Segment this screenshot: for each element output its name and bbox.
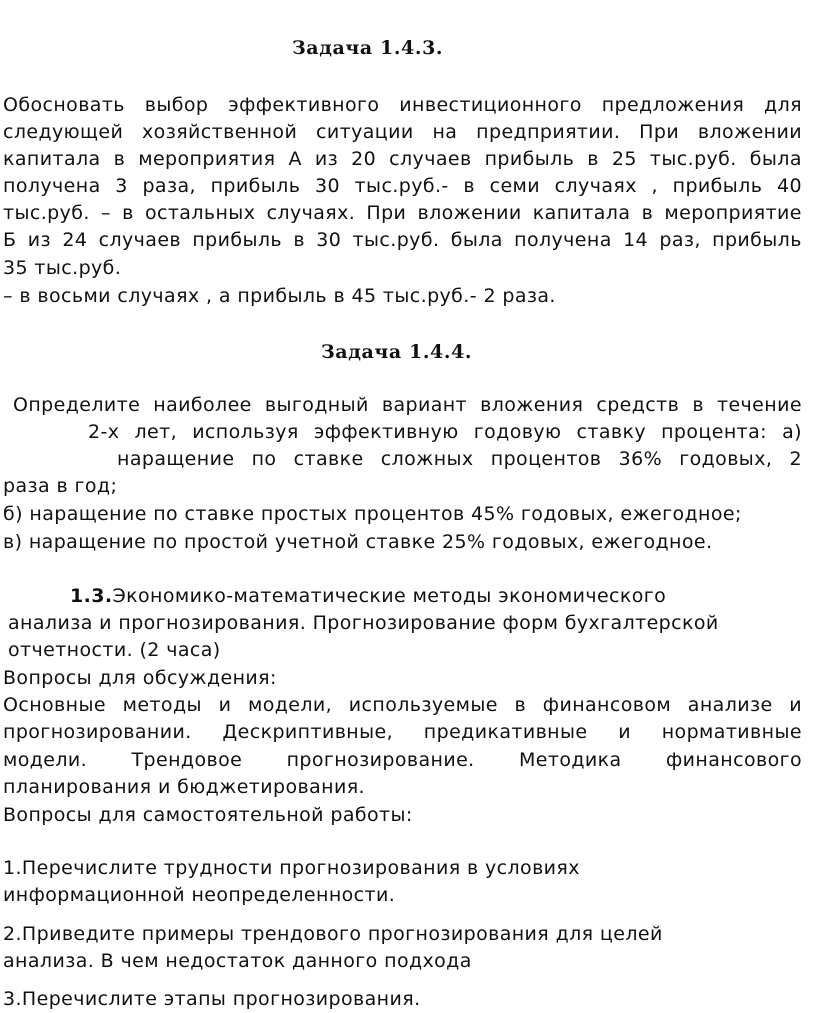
word: сложных: [380, 448, 474, 470]
task-1-4-4-line: [13, 391, 802, 419]
task-1-4-3-line: [3, 199, 802, 227]
word: выбор: [144, 94, 209, 116]
task-1-4-4-line: [117, 445, 802, 473]
word: наращение: [117, 448, 235, 470]
word: прибыль: [192, 229, 283, 251]
word: Методика: [519, 749, 622, 771]
word: раз,: [659, 229, 701, 251]
word: Трендовое: [131, 749, 243, 771]
word: прибыль: [672, 175, 763, 197]
word: предложения: [601, 94, 745, 116]
task-1-4-4-heading: Задача 1.4.4.: [321, 341, 473, 363]
self-work-item: информационной неопределенности.: [3, 884, 396, 906]
task-1-4-3-line: [3, 226, 802, 254]
task-1-4-4-line: раза в год;: [3, 475, 118, 497]
word: мероприятие: [664, 202, 802, 224]
word: инвестиционного: [399, 94, 582, 116]
word: случаях: [554, 175, 637, 197]
word: 14: [623, 229, 649, 251]
word: следующей: [3, 121, 124, 143]
task-1-4-3-heading: Задача 1.4.3.: [292, 37, 444, 59]
word: в: [587, 148, 599, 170]
word: 30: [316, 229, 342, 251]
word: в: [293, 229, 305, 251]
word: мероприятия: [138, 148, 276, 170]
word: капитала: [532, 202, 631, 224]
word: случаев: [389, 148, 472, 170]
word: на: [432, 121, 458, 143]
word: прогнозирование.: [286, 749, 475, 771]
word: нормативные: [661, 721, 802, 743]
word: –: [101, 202, 111, 224]
word: вложения: [480, 394, 584, 416]
word: прибыль: [210, 175, 301, 197]
word: годовых,: [679, 448, 773, 470]
word: тыс.руб.: [3, 202, 90, 224]
word: тыс.руб.: [649, 148, 737, 170]
self-work-item: 1.Перечислите трудности прогнозирования в условиях: [3, 857, 580, 879]
word: случаев: [98, 229, 182, 251]
word: в: [113, 148, 126, 170]
word: вложении: [697, 121, 802, 143]
self-work-item: 3.Перечислите этапы прогнозирования.: [3, 988, 421, 1010]
word: и: [789, 694, 802, 716]
word: семи: [489, 175, 541, 197]
word: в: [641, 202, 654, 224]
word: получена: [3, 175, 101, 197]
word: 2-х: [88, 421, 120, 443]
word: из: [27, 229, 52, 251]
word: 2: [789, 448, 802, 470]
word: 40: [776, 175, 802, 197]
self-work-heading: Вопросы для самостоятельной работы:: [3, 804, 413, 826]
word: в: [514, 694, 527, 716]
word: анализе: [687, 694, 773, 716]
word: ставку: [576, 421, 646, 443]
discussion-line: планирования и бюджетирования.: [3, 776, 365, 798]
word: в: [122, 202, 134, 224]
word: модели,: [248, 694, 333, 716]
task-1-4-4-line: в) наращение по простой учетной ставке 25% годовых, ежегодное.: [3, 531, 713, 553]
word: ставке: [293, 448, 364, 470]
discussion-line: [3, 691, 802, 719]
word: 30: [314, 175, 340, 197]
word: модели.: [3, 749, 88, 771]
word: Б: [3, 229, 17, 251]
word: 25: [611, 148, 637, 170]
section-title-part: Экономико-математические методы экономического: [112, 585, 667, 607]
word: 36%: [618, 448, 663, 470]
word: из: [314, 148, 339, 170]
word: выгодный: [264, 394, 369, 416]
word: Обосновать: [3, 94, 125, 116]
word: и: [218, 694, 232, 716]
task-1-4-3-line: 35 тыс.руб.: [3, 257, 122, 279]
word: в: [692, 394, 704, 416]
section-1-3-title-line: анализа и прогнозирования. Прогнозирование форм бухгалтерской: [8, 612, 719, 634]
word: была: [450, 229, 503, 251]
discussion-line: [3, 746, 802, 774]
word: тыс.руб.-: [354, 175, 449, 197]
word: ,: [651, 175, 658, 197]
word: ситуации: [316, 121, 414, 143]
word: эффективную: [313, 421, 459, 443]
word: наиболее: [153, 394, 252, 416]
word: При: [366, 202, 407, 224]
task-1-4-4-line: б) наращение по ставке простых процентов 45% годовых, ежегодное;: [3, 503, 742, 525]
word: течение: [717, 394, 802, 416]
word: была: [749, 148, 802, 170]
word: методы: [122, 694, 202, 716]
word: а): [782, 421, 802, 443]
word: процента:: [661, 421, 767, 443]
word: раза,: [142, 175, 196, 197]
word: финансовом: [542, 694, 672, 716]
word: 24: [62, 229, 88, 251]
word: используя: [192, 421, 299, 443]
word: по: [251, 448, 277, 470]
word: лет,: [134, 421, 178, 443]
word: для: [764, 94, 802, 116]
discussion-heading: Вопросы для обсуждения:: [3, 667, 277, 689]
word: остальных: [144, 202, 256, 224]
word: в: [463, 175, 475, 197]
word: прибыль: [484, 148, 575, 170]
task-1-4-3-line: [3, 91, 802, 119]
word: хозяйственной: [142, 121, 298, 143]
word: предикативные: [423, 721, 588, 743]
task-1-4-3-line: – в восьми случаях , а прибыль в 45 тыс.руб.- 2 раза.: [3, 285, 556, 307]
self-work-item: 2.Приведите примеры трендового прогнозирования для целей: [3, 923, 663, 945]
word: Определите: [13, 394, 141, 416]
word: 3: [115, 175, 128, 197]
word: капитала: [3, 148, 101, 170]
section-1-3-title-line: отчетности. (2 часа): [8, 639, 221, 661]
word: средств: [596, 394, 680, 416]
task-1-4-3-line: [3, 172, 802, 200]
word: случаях.: [266, 202, 356, 224]
discussion-line: [3, 718, 802, 746]
word: предприятии.: [476, 121, 621, 143]
word: Основные: [3, 694, 106, 716]
task-1-4-3-line: [3, 118, 802, 146]
word: финансового: [666, 749, 802, 771]
word: тыс.руб.: [352, 229, 440, 251]
word: получена: [514, 229, 612, 251]
word: Дескриптивные,: [222, 721, 394, 743]
self-work-item: анализа. В чем недостаток данного подхода: [3, 950, 472, 972]
word: А: [288, 148, 302, 170]
word: 20: [351, 148, 377, 170]
word: прибыль: [712, 229, 802, 251]
section-1-3-title: [70, 582, 666, 610]
task-1-4-3-line: [3, 145, 802, 173]
word: процентов: [490, 448, 602, 470]
word: используемые: [348, 694, 498, 716]
word: При: [639, 121, 680, 143]
word: годовую: [473, 421, 562, 443]
word: эффективного: [228, 94, 380, 116]
word: и: [618, 721, 631, 743]
word: прогнозировании.: [3, 721, 192, 743]
task-1-4-4-line: [88, 418, 802, 446]
section-number: 1.3.: [70, 585, 113, 607]
word: вложении: [417, 202, 522, 224]
word: вариант: [381, 394, 468, 416]
